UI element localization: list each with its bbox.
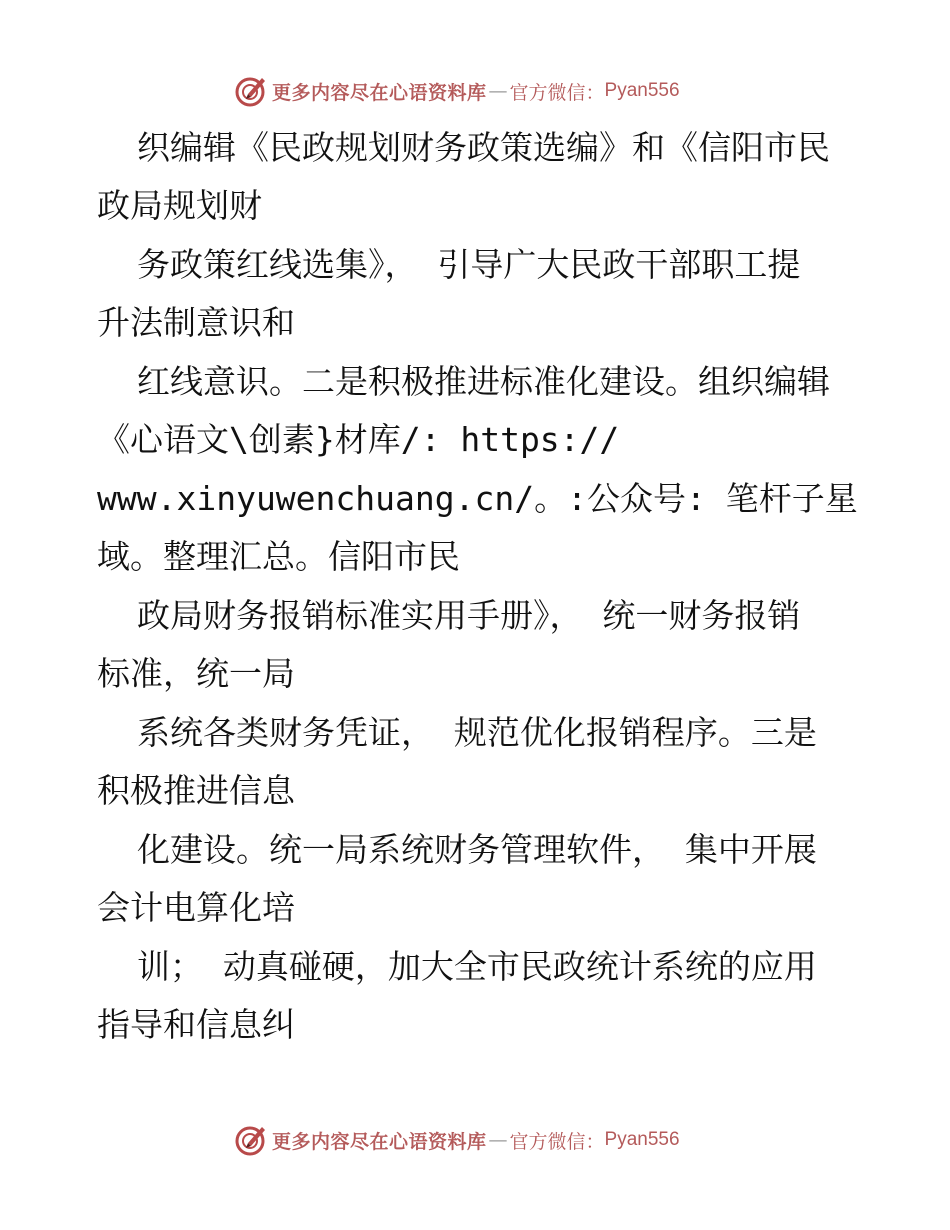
header-banner (234, 73, 680, 109)
pen-logo-icon (234, 74, 268, 108)
body-line-2: 政局规划财 (97, 186, 262, 225)
body-line-7: www.xinyuwenchuang.cn/。:公众号: 笔杆子星 (97, 479, 858, 518)
header-banner-dash: — (488, 80, 508, 102)
footer-wechat-id: Pyan556 (604, 1129, 680, 1150)
body-line-5: 红线意识。二是积极推进标准化建设。组织编辑 (137, 362, 830, 401)
footer-wechat-label: 官方微信： (509, 1130, 605, 1153)
body-line-13: 化建设。统一局系统财务管理软件， 集中开展 (137, 830, 817, 869)
footer-banner-dash: — (488, 1129, 508, 1151)
body-line-14: 会计电算化培 (97, 888, 295, 927)
body-line-8: 域。整理汇总。信阳市民 (97, 537, 460, 576)
header-wechat-id: Pyan556 (604, 80, 680, 101)
header-wechat-label: 官方微信： (509, 81, 605, 104)
footer-banner-text: 更多内容尽在心语资料库 (272, 1130, 487, 1153)
pen-logo-icon (234, 1123, 268, 1157)
body-line-16: 指导和信息纠 (97, 1005, 295, 1044)
body-line-11: 系统各类财务凭证， 规范优化报销程序。三是 (137, 713, 817, 752)
header-banner-text: 更多内容尽在心语资料库 (272, 81, 487, 104)
body-line-15: 训； 动真碰硬，加大全市民政统计系统的应用 (137, 947, 817, 986)
footer-banner (234, 1122, 680, 1158)
body-line-1: 织编辑《民政规划财务政策选编》和《信阳市民 (137, 128, 830, 167)
body-line-9: 政局财务报销标准实用手册》， 统一财务报销 (137, 596, 801, 635)
body-line-6: 《心语文\创素}材库/: https:// (97, 420, 620, 459)
body-line-3: 务政策红线选集》， 引导广大民政干部职工提 (137, 245, 801, 284)
body-line-4: 升法制意识和 (97, 303, 295, 342)
body-line-12: 积极推进信息 (97, 771, 295, 810)
body-line-10: 标准，统一局 (97, 654, 295, 693)
